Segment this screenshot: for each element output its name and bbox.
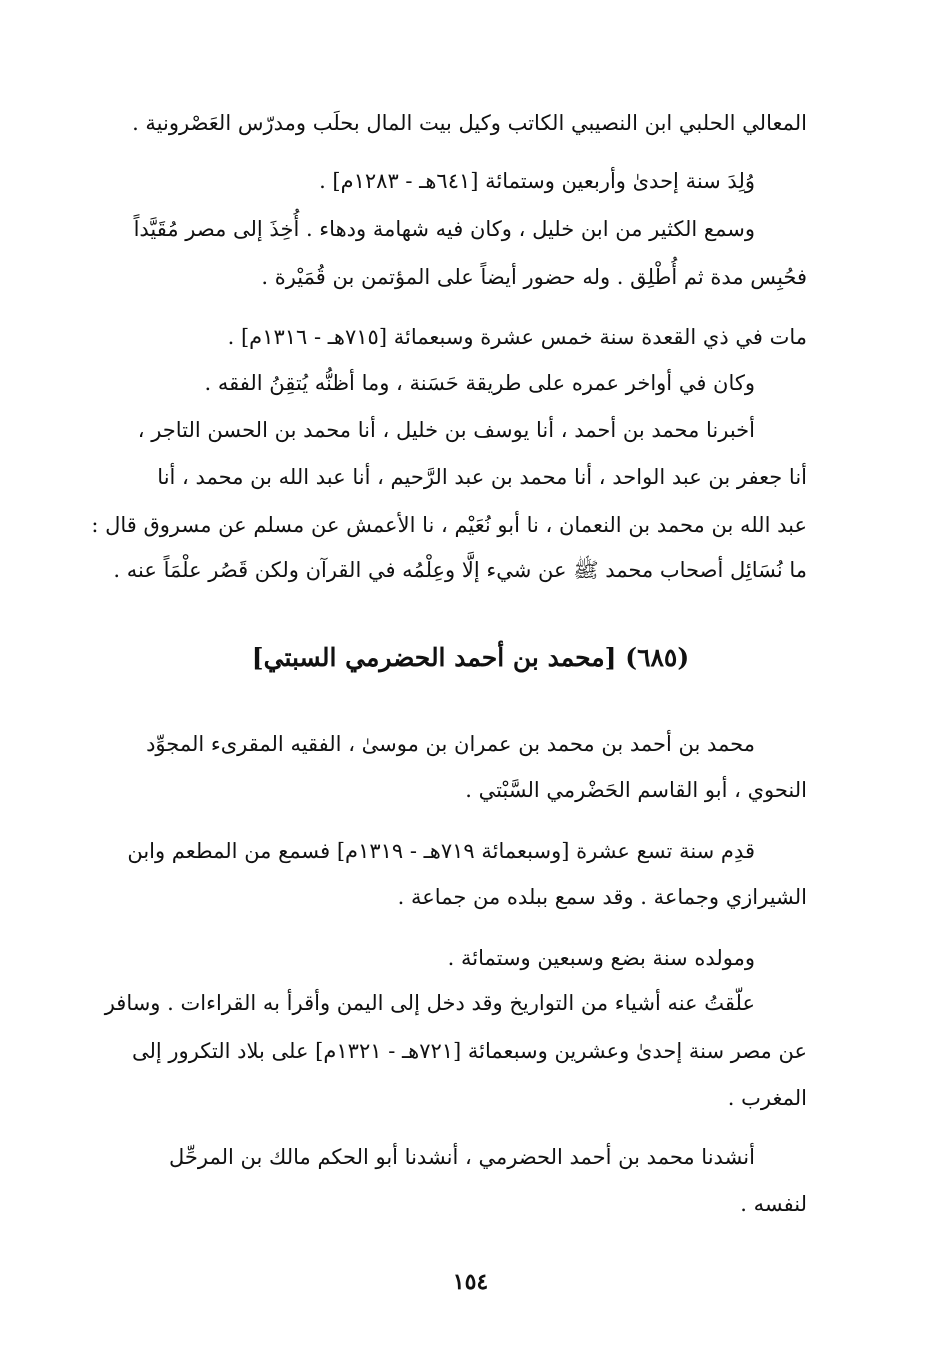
text-line: أنشدنا محمد بن أحمد الحضرمي ، أنشدنا أبو الحكم مالك بن المرحِّل xyxy=(169,1145,755,1169)
text-line: عبد الله بن محمد بن النعمان ، نا أبو نُعَيْم ، نا الأعمش عن مسلم عن مسروق قال : xyxy=(91,513,807,537)
text-line: وُلِدَ سنة إحدىٰ وأربعين وستمائة [٦٤١هـ - ١٢٨٣م] . xyxy=(319,169,755,193)
text-line: محمد بن أحمد بن محمد بن عمران بن موسىٰ ، الفقيه المقرىء المجوِّد xyxy=(146,732,755,756)
text-line: لنفسه . xyxy=(740,1192,807,1216)
text-line: فحُبِس مدة ثم أُطْلِق . وله حضور أيضاً على المؤتمن بن قُمَيْرة . xyxy=(261,265,807,289)
text-line: النحوي ، أبو القاسم الحَضْرمي السَّبْتي . xyxy=(465,778,807,802)
page-number: ١٥٤ xyxy=(452,1269,489,1295)
text-line: المعالي الحلبي ابن النصيبي الكاتب وكيل بيت المال بحلَب ومدرّس العَصْرونية . xyxy=(132,111,807,135)
text-line: وكان في أواخر عمره على طريقة حَسَنة ، وما أظنُّه يُتقِنُ الفقه . xyxy=(204,371,755,395)
text-line: وسمع الكثير من ابن خليل ، وكان فيه شهامة ودهاء . أُخِذَ إلى مصر مُقَيَّداً xyxy=(133,217,755,241)
text-line: ومولده سنة بضع وسبعين وستمائة . xyxy=(447,946,755,970)
section-heading: (٦٨٥) [محمد بن أحمد الحضرمي السبتي] xyxy=(251,643,690,672)
text-line: مات في ذي القعدة سنة خمس عشرة وسبعمائة [٧١٥هـ - ١٣١٦م] . xyxy=(227,325,807,349)
text-line: ما نُسَائِل أصحاب محمد ﷺ عن شيء إلَّا وعِلْمُه في القرآن ولكن قَصُر علْمَاً عنه . xyxy=(113,558,807,582)
text-line: المغرب . xyxy=(727,1086,807,1110)
text-line: قدِم سنة تسع عشرة [وسبعمائة ٧١٩هـ - ١٣١٩م] فسمع من المطعم وابن xyxy=(127,839,755,863)
text-line: أنا جعفر بن عبد الواحد ، أنا محمد بن عبد الرَّحيم ، أنا عبد الله بن محمد ، أنا xyxy=(157,465,807,489)
text-line: أخبرنا محمد بن أحمد ، أنا يوسف بن خليل ، أنا محمد بن الحسن التاجر ، xyxy=(137,418,755,442)
text-line: عن مصر سنة إحدىٰ وعشرين وسبعمائة [٧٢١هـ - ١٣٢١م] على بلاد التكرور إلى xyxy=(132,1039,807,1063)
text-line: علّقتُ عنه أشياء من التواريخ وقد دخل إلى اليمن وأقرأ به القراءات . وسافر xyxy=(104,991,755,1015)
text-line: الشيرازي وجماعة . وقد سمع ببلده من جماعة . xyxy=(397,885,807,909)
